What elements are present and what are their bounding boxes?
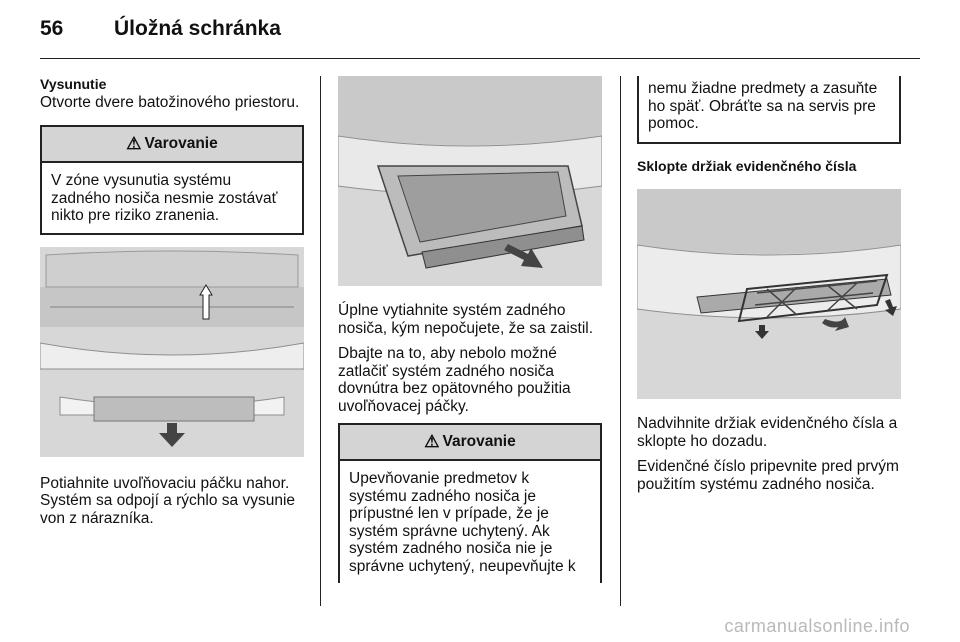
section-heading-extend: Vysunutie [40, 76, 107, 92]
figure-plate-holder [637, 189, 901, 399]
paragraph-ensure: Dbajte na to, aby nebolo možné zatlačiť systém zadného nosiča dovnútra bez opätovného použitia uvoľňovacej páčky. [338, 345, 571, 415]
paragraph-attach-plate: Evidenčné číslo pripevnite pred prvým použitím systému zadného nosiča. [637, 458, 899, 493]
warning-header [42, 127, 302, 163]
header-divider [40, 58, 920, 59]
warning-text: V zóne vysunutia systému zadného nosiča nesmie zostávať nikto pre riziko zranenia. [51, 172, 278, 224]
warning-box-2 [338, 423, 602, 583]
warning-triangle-icon: ⚠ [424, 432, 440, 452]
intro-text: Otvorte dvere batožinového priestoru. [40, 93, 300, 111]
page-title: Úložná schránka [114, 17, 281, 40]
column-3 [637, 76, 901, 501]
paragraph-lift-holder: Nadvihnite držiak evidenčného čísla a sklopte ho dozadu. [637, 415, 898, 450]
warning-box-continued: nemu žiadne predmety a zasuňte ho späť. Obráťte sa na servis pre pomoc. [637, 76, 901, 144]
section-heading-plate-holder: Sklopte držiak evidenčného čísla [637, 157, 857, 174]
warning-header [340, 425, 600, 461]
warning-title: Varovanie [144, 135, 218, 153]
column-2 [338, 76, 602, 583]
page-header [40, 17, 920, 49]
column-divider-2 [620, 76, 621, 606]
column-divider-1 [320, 76, 321, 606]
figure-pull-carrier [338, 76, 602, 286]
warning-triangle-icon: ⚠ [126, 134, 142, 154]
page-number: 56 [40, 17, 64, 40]
column-1 [40, 76, 304, 535]
warning-text: Upevňovanie predmetov k systému zadného nosiča je prípustné len v prípade, že je systém správne uchytený. Ak systém zadného nosiča nie je správne uchytený, neupevňujte k [349, 470, 576, 575]
warning-title: Varovanie [442, 433, 516, 451]
footer-watermark: carmanualsonline.info [724, 616, 910, 636]
warning-box-1 [40, 125, 304, 235]
paragraph-pull-out: Úplne vytiahnite systém zadného nosiča, kým nepočujete, že sa zaistil. [338, 302, 594, 337]
caption-release-lever: Potiahnite uvoľňovaciu páčku nahor. Systém sa odpojí a rýchlo sa vysunie von z nárazníka. [40, 474, 296, 527]
figure-release-lever [40, 247, 304, 457]
